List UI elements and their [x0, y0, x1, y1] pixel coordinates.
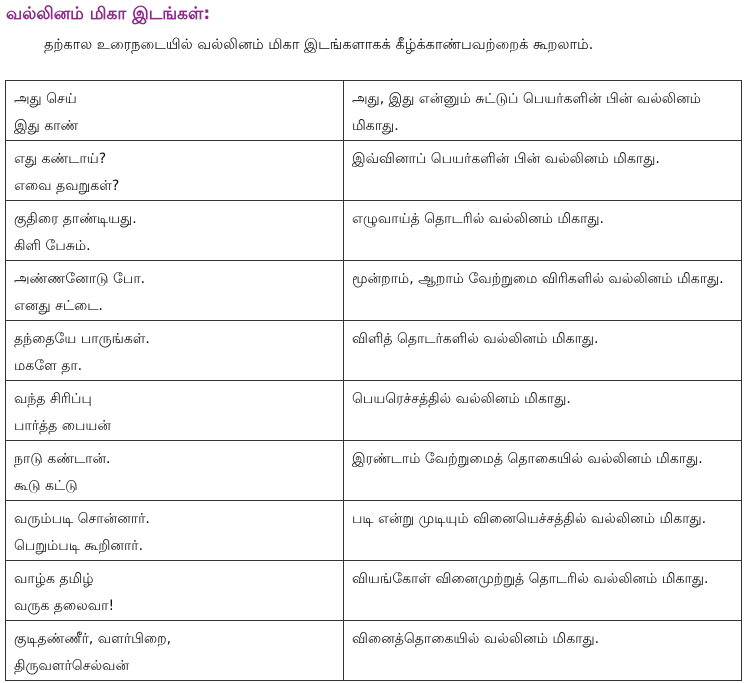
- table-row: [6, 321, 742, 381]
- rule-text: பெயரெச்சத்தில் வல்லினம் மிகாது.: [352, 391, 571, 407]
- section-heading: வல்லினம் மிகா இடங்கள்:: [6, 4, 211, 24]
- rule-cell: [344, 201, 742, 261]
- table-row: [6, 381, 742, 441]
- rule-cell: [344, 141, 742, 201]
- example-line: எது கண்டாய்?: [14, 151, 107, 167]
- rule-cell: [344, 501, 742, 561]
- example-line: தந்தையே பாருங்கள்.: [14, 331, 150, 347]
- rule-text: இரண்டாம் வேற்றுமைத் தொகையில் வல்லினம் மிகாது.: [352, 451, 703, 467]
- rule-text: அது, இது என்னும் சுட்டுப் பெயர்களின் பின் வல்லினம் மிகாது.: [352, 91, 701, 134]
- table-row: [6, 81, 742, 141]
- example-line: நாடு கண்டான்.: [14, 451, 111, 467]
- rule-text: வினைத்தொகையில் வல்லினம் மிகாது.: [352, 631, 600, 647]
- example-line: பெறும்படி கூறினார்.: [14, 538, 144, 554]
- examples-cell: [6, 441, 344, 501]
- rule-text: படி என்று முடியும் வினையெச்சத்தில் வல்லினம் மிகாது.: [352, 511, 707, 527]
- rule-text: வியங்கோள் வினைமுற்றுத் தொடரில் வல்லினம் மிகாது.: [352, 571, 709, 587]
- rule-cell: [344, 441, 742, 501]
- table-row: [6, 561, 742, 621]
- example-line: வாழ்க தமிழ்: [14, 571, 94, 587]
- intro-paragraph: தற்கால உரைநடையில் வல்லினம் மிகா இடங்களாகக் கீழ்க்காண்பவற்றைக் கூறலாம்.: [44, 37, 594, 53]
- example-line: வருக தலைவா!: [14, 598, 115, 614]
- example-line: குதிரை தாண்டியது.: [14, 211, 137, 227]
- example-line: குடிதண்ணீர், வளர்பிறை,: [14, 631, 172, 647]
- rule-cell: [344, 81, 742, 141]
- example-line: இது காண்: [14, 118, 79, 134]
- rule-text: மூன்றாம், ஆறாம் வேற்றுமை விரிகளில் வல்லினம் மிகாது.: [352, 271, 724, 287]
- examples-cell: [6, 501, 344, 561]
- example-line: திருவளர்செல்வன்: [14, 658, 130, 674]
- examples-cell: [6, 201, 344, 261]
- rule-text: விளித் தொடர்களில் வல்லினம் மிகாது.: [352, 331, 599, 347]
- table-row: [6, 441, 742, 501]
- example-line: அண்ணனோடு போ.: [14, 271, 146, 287]
- example-line: கூடு கட்டு: [14, 478, 78, 494]
- rule-cell: [344, 261, 742, 321]
- example-line: வந்த சிரிப்பு: [14, 391, 92, 407]
- example-line: அது செய்: [14, 91, 77, 107]
- example-line: எவை தவறுகள்?: [14, 178, 120, 194]
- examples-cell: [6, 321, 344, 381]
- table-row: [6, 201, 742, 261]
- examples-cell: [6, 381, 344, 441]
- example-line: வரும்படி சொன்னார்.: [14, 511, 150, 527]
- rule-cell: [344, 381, 742, 441]
- rule-text: இவ்வினாப் பெயர்களின் பின் வல்லினம் மிகாது.: [352, 151, 660, 167]
- example-line: பார்த்த பையன்: [14, 418, 111, 434]
- example-line: மகளே தா.: [14, 358, 83, 374]
- table-row: [6, 621, 742, 681]
- rules-table: [5, 80, 742, 681]
- examples-cell: [6, 81, 344, 141]
- examples-cell: [6, 141, 344, 201]
- examples-cell: [6, 621, 344, 681]
- examples-cell: [6, 261, 344, 321]
- table-row: [6, 261, 742, 321]
- rule-cell: [344, 561, 742, 621]
- example-line: எனது சட்டை.: [14, 298, 103, 314]
- rule-cell: [344, 621, 742, 681]
- rule-cell: [344, 321, 742, 381]
- examples-cell: [6, 561, 344, 621]
- rule-text: எழுவாய்த் தொடரில் வல்லினம் மிகாது.: [352, 211, 604, 227]
- example-line: கிளி பேசும்.: [14, 238, 91, 254]
- table-row: [6, 141, 742, 201]
- table-row: [6, 501, 742, 561]
